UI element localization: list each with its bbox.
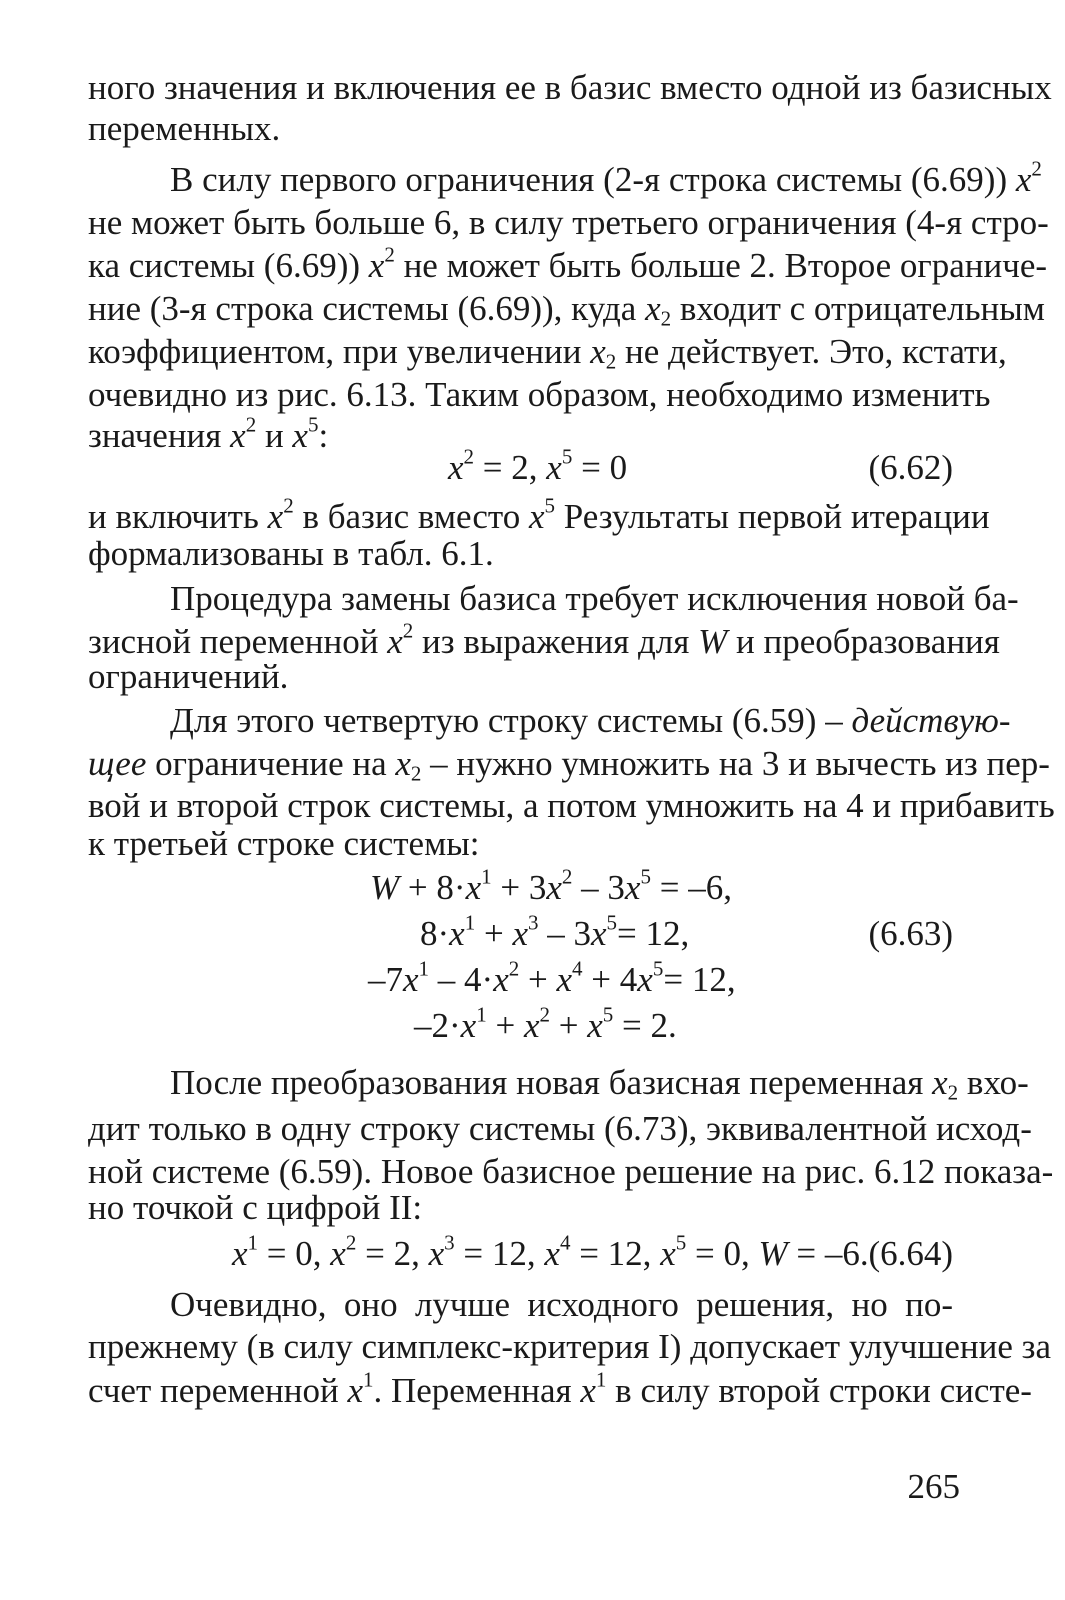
text-line: дит только в одну строку системы (6.73), эквивалентной исход- bbox=[88, 1109, 1032, 1148]
text-line: ного значения и включения ее в базис вместо одной из базисных bbox=[88, 68, 1052, 107]
text-line: к третьей строке системы: bbox=[88, 824, 480, 863]
equation-6-63-row-1: $W + 8\cdot x^1 + 3x^2 - 3x^5 = -6$, bbox=[370, 864, 732, 907]
text-line: и включить $x^2$ в базис вместо $x^5$ Результаты первой итерации bbox=[88, 493, 990, 536]
equation-number: (6.62) bbox=[868, 448, 953, 487]
text-line: значения $x^2$ и $x^5$: bbox=[88, 412, 329, 455]
text-line: счет переменной $x^1$. Переменная $x^1$ в силу второй строки систе- bbox=[88, 1367, 1032, 1410]
text-line: щее ограничение на $x_2$ – нужно умножить на 3 и вычесть из пер- bbox=[88, 744, 1050, 786]
text-line: В силу первого ограничения (2-я строка системы (6.69)) $x^2$ bbox=[170, 156, 1042, 199]
text-line: Для этого четвертую строку системы (6.59) – действую- bbox=[170, 701, 1011, 740]
equation-6-64: $x^1 = 0$, $x^2 = 2$, $x^3 = 12$, $x^4 = 12$, $x^5 = 0$, W = –6. bbox=[232, 1230, 869, 1273]
text-line: вой и второй строк системы, а потом умножить на 4 и прибавить bbox=[88, 786, 1055, 825]
equation-6-63-row-4: $-2\cdot x^1 + x^2 + x^5 = 2$. bbox=[414, 1002, 677, 1045]
text-line: После преобразования новая базисная переменная $x_2$ вхо- bbox=[170, 1063, 1029, 1105]
equation-6-63-row-3: $-7x^1 - 4\cdot x^2 + x^4 + 4x^5= 12$, bbox=[368, 956, 736, 999]
text-line: коэффициентом, при увеличении $x_2$ не действует. Это, кстати, bbox=[88, 332, 1007, 374]
text-line: не может быть больше 6, в силу третьего ограничения (4-я стро- bbox=[88, 203, 1049, 242]
equation-number: (6.64) bbox=[868, 1234, 953, 1273]
equation-6-62: $x^2 = 2$, $x^5 = 0$ bbox=[448, 444, 628, 487]
text-line: Очевидно, оно лучше исходного решения, но по- bbox=[170, 1285, 953, 1324]
text-line: формализованы в табл. 6.1. bbox=[88, 534, 494, 573]
page-number: 265 bbox=[907, 1467, 960, 1506]
text-line: ка системы (6.69)) $x^2$ не может быть больше 2. Второе ограниче- bbox=[88, 242, 1048, 285]
text-line: переменных. bbox=[88, 109, 281, 148]
text-line: прежнему (в силу симплекс-критерия I) допускает улучшение за bbox=[88, 1327, 1051, 1366]
text-line: ние (3-я строка системы (6.69)), куда $x_2$ входит с отрицательным bbox=[88, 289, 1045, 331]
equation-6-63-row-2: $8\cdot x^1 + x^3 - 3x^5= 12$, bbox=[420, 910, 690, 953]
text-line: Процедура замены базиса требует исключения новой ба- bbox=[170, 579, 1019, 618]
text-line: ограничений. bbox=[88, 657, 289, 696]
text-line: ной системе (6.59). Новое базисное решение на рис. 6.12 показа- bbox=[88, 1152, 1054, 1191]
text-line: но точкой с цифрой II: bbox=[88, 1188, 423, 1227]
equation-number: (6.63) bbox=[868, 914, 953, 953]
text-line: зисной переменной $x^2$ из выражения для W и преобразования bbox=[88, 618, 1000, 661]
text-line: очевидно из рис. 6.13. Таким образом, необходимо изменить bbox=[88, 375, 991, 414]
